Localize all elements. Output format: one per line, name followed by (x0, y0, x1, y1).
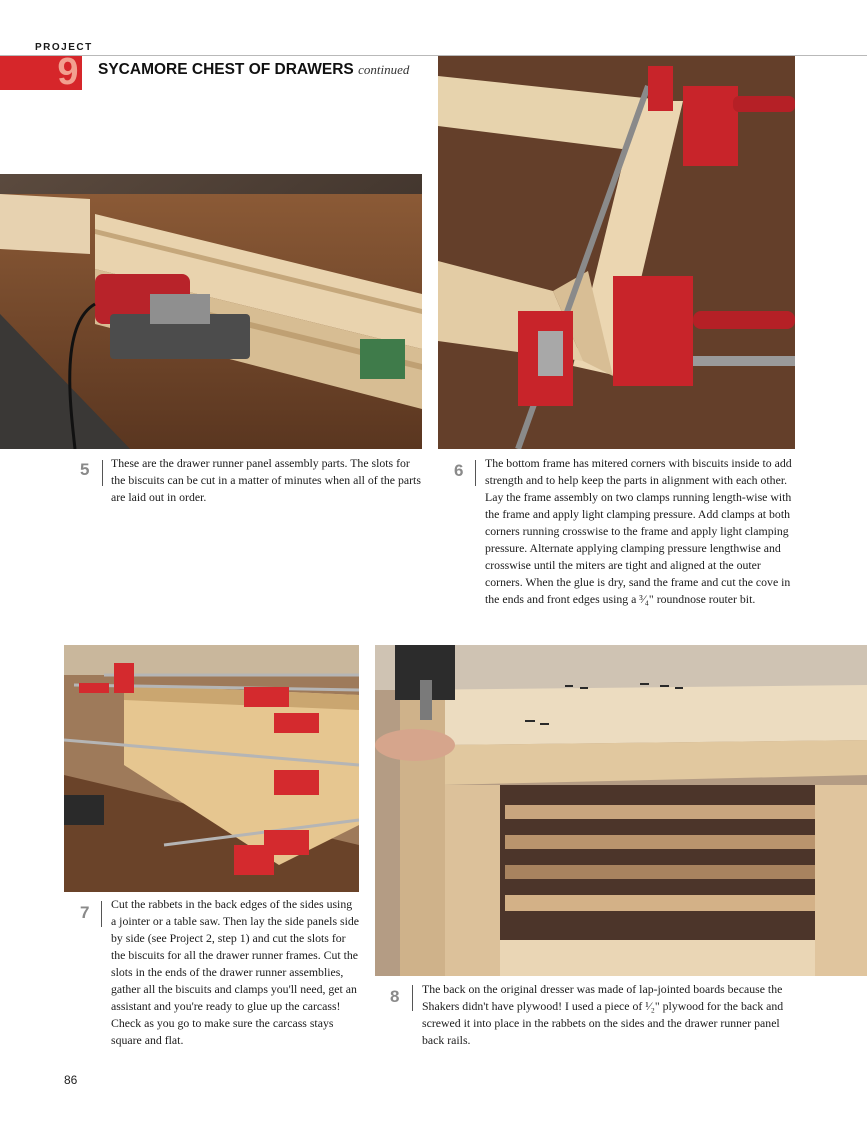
section-label: PROJECT (35, 42, 93, 53)
photo-step-5 (0, 174, 422, 449)
photo-step-8 (375, 645, 867, 976)
page-number: 86 (64, 1073, 78, 1087)
photo-step-7 (64, 645, 359, 892)
step-divider (412, 985, 413, 1011)
step-caption: The back on the original dresser was made of lap-jointed boards because the Shakers didn't have plywood! I used a piece of ¹⁄₂" plywood for the back and screwed it into place in the rabbets on the sides and the drawer runner panel back rails. (422, 982, 784, 1047)
step-caption: Cut the rabbets in the back edges of the sides using a jointer or a table saw. Then lay the side panels side by side (see Project 2, step 1) and cut the slots for the biscuits for all the drawer runner frames. Cut the slots in the ends of the drawer runner assemblies, gather all the biscuits and clamps you'll need, get an assistant and you're ready to glue up the carcass! Check as you go to make sure the carcass stays square and flat. (111, 897, 359, 1047)
step-caption: The bottom frame has mitered corners with biscuits inside to add strength and to help keep the parts in alignment with each other. Lay the frame assembly on two clamps running length-wise with the frame and apply light clamping pressure. Add clamps at both corners running crosswise to the frame and apply light clamping pressure. Alternate applying clamping pressure lengthwise and crosswise until the miters are tight and aligned at the outer corners. When the glue is dry, sand the frame and cut the cove in the ends and front edges using a ³⁄₄" roundnose router bit. (485, 456, 792, 606)
page-title (98, 61, 409, 79)
photo-step-6 (438, 56, 795, 449)
step-number: 8 (390, 987, 400, 1006)
step-divider (101, 901, 102, 927)
title-text: SYCAMORE CHEST OF DRAWERS (98, 61, 354, 78)
step-caption: These are the drawer runner panel assembly parts. The slots for the biscuits can be cut in a matter of minutes when all of the parts are laid out in order. (111, 456, 421, 504)
step-divider (475, 460, 476, 486)
project-number: 9 (57, 51, 79, 93)
step-number: 6 (454, 461, 464, 480)
title-continued: continued (358, 62, 410, 77)
step-number: 7 (80, 903, 90, 922)
step-number: 5 (80, 460, 90, 479)
step-divider (102, 460, 103, 486)
